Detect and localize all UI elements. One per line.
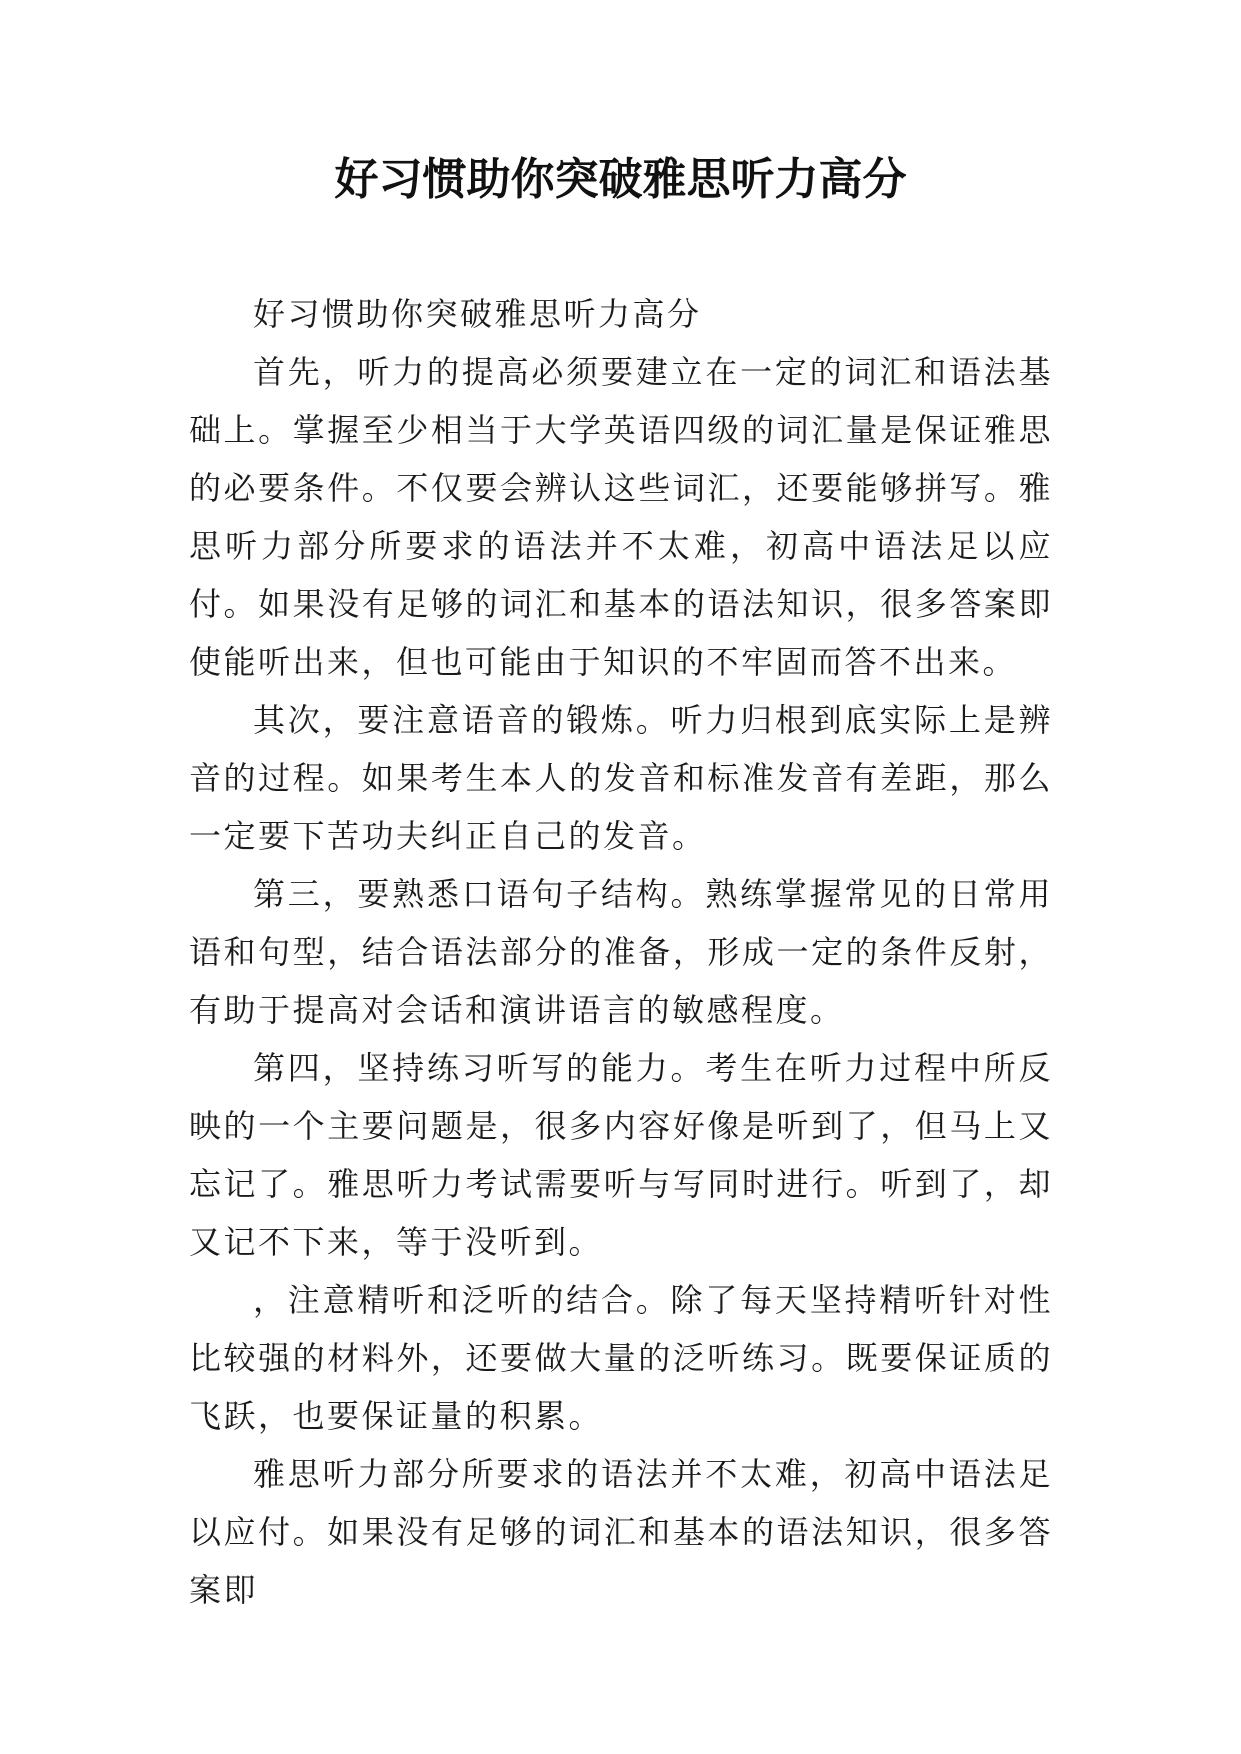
- paragraph-intensive-extensive: ，注意精听和泛听的结合。除了每天坚持精听针对性比较强的材料外，还要做大量的泛听练习。既要保证质的飞跃，也要保证量的积累。: [189, 1281, 1053, 1435]
- paragraph-pronunciation: 其次，要注意语音的锻炼。听力归根到底实际上是辨音的过程。如果考生本人的发音和标准发音有差距，那么一定要下苦功夫纠正自己的发音。: [189, 701, 1053, 855]
- paragraph-dictation: 第四，坚持练习听写的能力。考生在听力过程中所反映的一个主要问题是，很多内容好像是听到了，但马上又忘记了。雅思听力考试需要听与写同时进行。听到了，却又记不下来，等于没听到。: [189, 1049, 1053, 1261]
- document-body: [189, 285, 1053, 1619]
- paragraph-vocabulary-grammar: 首先，听力的提高必须要建立在一定的词汇和语法基础上。掌握至少相当于大学英语四级的词汇量是保证雅思的必要条件。不仅要会辨认这些词汇，还要能够拼写。雅思听力部分所要求的语法并不太难，初高中语法足以应付。如果没有足够的词汇和基本的语法知识，很多答案即使能听出来，但也可能由于知识的不牢固而答不出来。: [189, 353, 1053, 681]
- paragraph-heading: 好习惯助你突破雅思听力高分: [253, 295, 702, 333]
- paragraph-grammar-repeat: 雅思听力部分所要求的语法并不太难，初高中语法足以应付。如果没有足够的词汇和基本的语法知识，很多答案即: [189, 1455, 1053, 1609]
- paragraph-oral-structure: 第三，要熟悉口语句子结构。熟练掌握常见的日常用语和句型，结合语法部分的准备，形成一定的条件反射，有助于提高对会话和演讲语言的敏感程度。: [189, 875, 1053, 1029]
- document-title: 好习惯助你突破雅思听力高分: [334, 154, 907, 205]
